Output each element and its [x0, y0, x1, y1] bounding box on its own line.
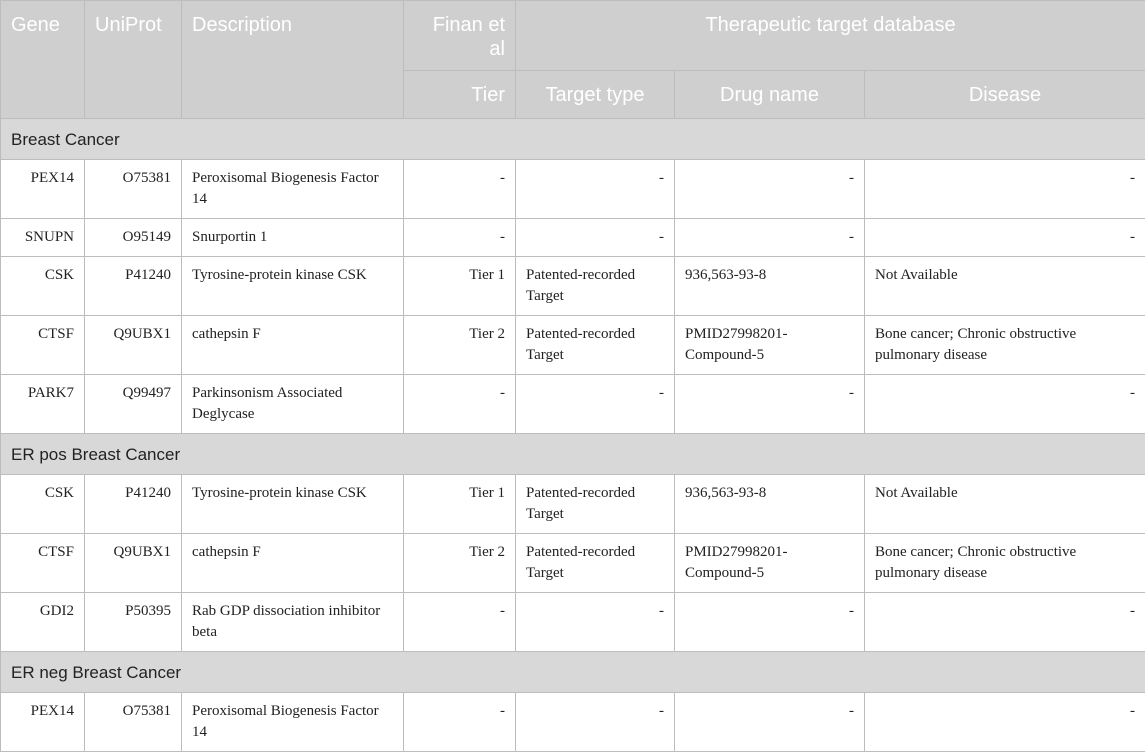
cell-disease: - [865, 593, 1145, 652]
cell-gene: PARK7 [1, 375, 85, 434]
cell-target-type: - [516, 693, 675, 752]
cell-description: Peroxisomal Biogenesis Factor 14 [182, 160, 404, 219]
cell-target-type: Patented-recorded Target [516, 316, 675, 375]
cell-target-type: - [516, 160, 675, 219]
cell-drug-name: - [675, 219, 865, 257]
cell-gene: GDI2 [1, 593, 85, 652]
cell-disease: - [865, 219, 1145, 257]
cell-target-type: - [516, 219, 675, 257]
cell-drug-name: - [675, 693, 865, 752]
col-drug-name-header: Drug name [675, 71, 865, 119]
table-row [1, 534, 1145, 593]
cell-gene: CSK [1, 475, 85, 534]
cell-tier: - [404, 593, 516, 652]
cell-uniprot: O95149 [85, 219, 182, 257]
cell-description: Tyrosine-protein kinase CSK [182, 257, 404, 316]
cell-gene: PEX14 [1, 693, 85, 752]
cell-description: Tyrosine-protein kinase CSK [182, 475, 404, 534]
cell-tier: - [404, 693, 516, 752]
table-row [1, 593, 1145, 652]
table-header [1, 1, 1145, 119]
cell-gene: PEX14 [1, 160, 85, 219]
table-row [1, 693, 1145, 752]
col-finan-header: Finan et al [404, 1, 516, 71]
cell-tier: - [404, 160, 516, 219]
cell-target-type: - [516, 593, 675, 652]
cell-gene: CTSF [1, 316, 85, 375]
cell-drug-name: - [675, 375, 865, 434]
cell-tier: Tier 2 [404, 534, 516, 593]
cell-tier: Tier 2 [404, 316, 516, 375]
section-title: Breast Cancer [1, 119, 1145, 160]
section-title: ER pos Breast Cancer [1, 434, 1145, 475]
col-disease-header: Disease [865, 71, 1145, 119]
cell-disease: - [865, 375, 1145, 434]
cell-uniprot: P41240 [85, 475, 182, 534]
cell-gene: CSK [1, 257, 85, 316]
cell-tier: Tier 1 [404, 257, 516, 316]
cell-uniprot: Q99497 [85, 375, 182, 434]
table-body [1, 119, 1145, 752]
cell-disease: Not Available [865, 475, 1145, 534]
cell-uniprot: O75381 [85, 693, 182, 752]
section-title: ER neg Breast Cancer [1, 652, 1145, 693]
section-header-row [1, 434, 1145, 475]
cell-target-type: Patented-recorded Target [516, 257, 675, 316]
cell-description: Rab GDP dissociation inhibitor beta [182, 593, 404, 652]
cell-drug-name: - [675, 160, 865, 219]
cell-gene: CTSF [1, 534, 85, 593]
cell-description: Peroxisomal Biogenesis Factor 14 [182, 693, 404, 752]
cell-uniprot: Q9UBX1 [85, 316, 182, 375]
cell-drug-name: PMID27998201-Compound-5 [675, 534, 865, 593]
cell-description: Snurportin 1 [182, 219, 404, 257]
cell-uniprot: P41240 [85, 257, 182, 316]
section-header-row [1, 652, 1145, 693]
cell-description: cathepsin F [182, 534, 404, 593]
cell-description: cathepsin F [182, 316, 404, 375]
cell-description: Parkinsonism Associated Deglycase [182, 375, 404, 434]
section-header-row [1, 119, 1145, 160]
cell-disease: - [865, 160, 1145, 219]
col-target-type-header: Target type [516, 71, 675, 119]
col-description-header: Description [182, 1, 404, 119]
cell-uniprot: O75381 [85, 160, 182, 219]
cell-tier: - [404, 219, 516, 257]
cell-uniprot: Q9UBX1 [85, 534, 182, 593]
cell-target-type: - [516, 375, 675, 434]
cell-disease: Bone cancer; Chronic obstructive pulmonary disease [865, 534, 1145, 593]
col-gene-header: Gene [1, 1, 85, 119]
cell-drug-name: 936,563-93-8 [675, 257, 865, 316]
cell-drug-name: 936,563-93-8 [675, 475, 865, 534]
col-uniprot-header: UniProt [85, 1, 182, 119]
cell-tier: Tier 1 [404, 475, 516, 534]
cell-drug-name: - [675, 593, 865, 652]
table-row [1, 160, 1145, 219]
cell-disease: - [865, 693, 1145, 752]
cell-target-type: Patented-recorded Target [516, 534, 675, 593]
cell-disease: Not Available [865, 257, 1145, 316]
col-tier-header: Tier [404, 71, 516, 119]
table-row [1, 316, 1145, 375]
table-row [1, 219, 1145, 257]
cell-drug-name: PMID27998201-Compound-5 [675, 316, 865, 375]
cell-uniprot: P50395 [85, 593, 182, 652]
col-ttd-header: Therapeutic target database [516, 1, 1145, 71]
cell-target-type: Patented-recorded Target [516, 475, 675, 534]
cell-tier: - [404, 375, 516, 434]
table-row [1, 475, 1145, 534]
cell-gene: SNUPN [1, 219, 85, 257]
table-row [1, 375, 1145, 434]
table-row [1, 257, 1145, 316]
cell-disease: Bone cancer; Chronic obstructive pulmonary disease [865, 316, 1145, 375]
